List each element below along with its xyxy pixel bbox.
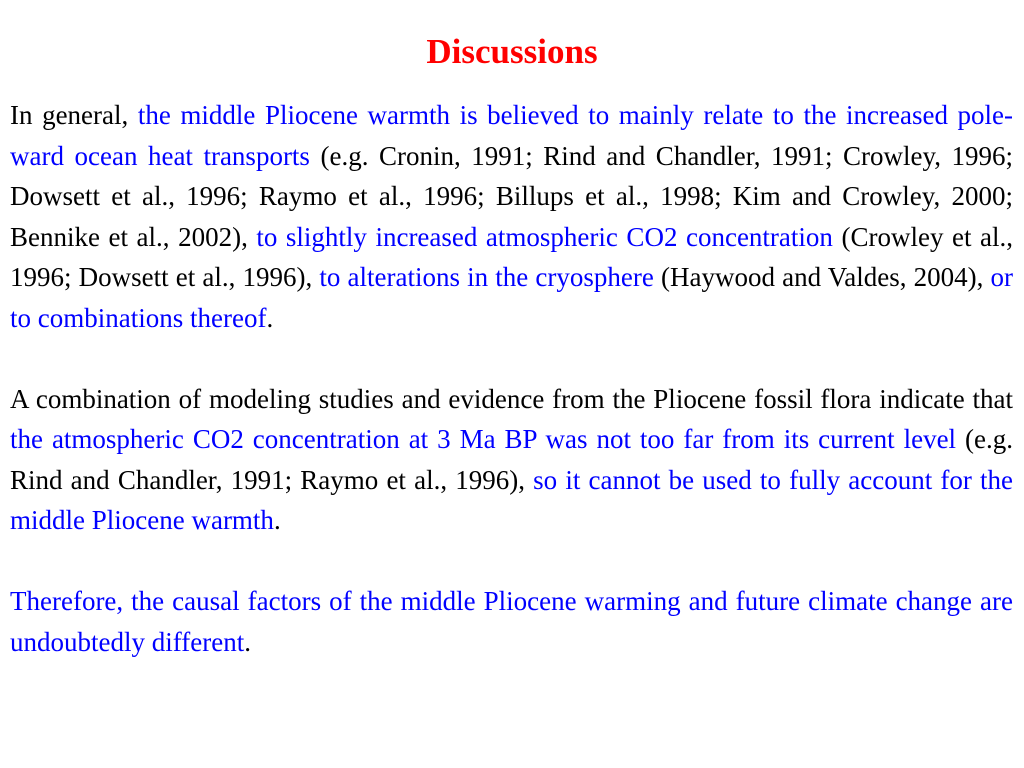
text-segment: . (273, 505, 281, 535)
slide-body (10, 95, 1013, 662)
highlighted-text-segment: to alterations in the cryosphere (319, 262, 654, 292)
highlighted-text-segment: so it cannot be used to fully account for the middle Pliocene warmth (10, 464, 1013, 535)
citation-segment: (e.g. Cronin, 1991; Rind and Chandler, 1991; Crowley, 1996; Dowsett et al., 1996; Raymo et al., 1996; Billups et al., 1998; Kim and Crowley, 2000; Bennike et al., 2002), (10, 140, 1013, 252)
text-segment: . (244, 626, 251, 657)
highlighted-text-segment: the middle Pliocene warmth is believed to mainly relate to the increased pole-ward ocean heat transports (10, 100, 1013, 171)
paragraph-co2-evidence (10, 379, 1013, 541)
text-segment: A combination of modeling studies and evidence from the Pliocene fossil flora indicate that (10, 383, 1013, 414)
highlighted-text-segment: Therefore, the causal factors of the middle Pliocene warming and future climate change are undoubtedly different (10, 586, 1013, 657)
text-segment: . (266, 302, 274, 333)
citation-segment: (e.g. Rind and Chandler, 1991; Raymo et al., 1996), (10, 424, 1013, 495)
paragraph-general-causes (10, 95, 1013, 338)
highlighted-text-segment: the atmospheric CO2 concentration at 3 Ma BP was not too far from its current level (10, 424, 957, 454)
paragraph-conclusion (10, 581, 1013, 662)
text-segment: In general, (10, 100, 138, 130)
citation-segment: (Haywood and Valdes, 2004), (653, 262, 991, 292)
highlighted-text-segment: or to combinations thereof (10, 262, 1013, 333)
citation-segment: (Crowley et al., 1996; Dowsett et al., 1996), (10, 221, 1013, 292)
highlighted-text-segment: to slightly increased atmospheric CO2 concentration (256, 221, 833, 252)
slide-title: Discussions (426, 32, 598, 71)
